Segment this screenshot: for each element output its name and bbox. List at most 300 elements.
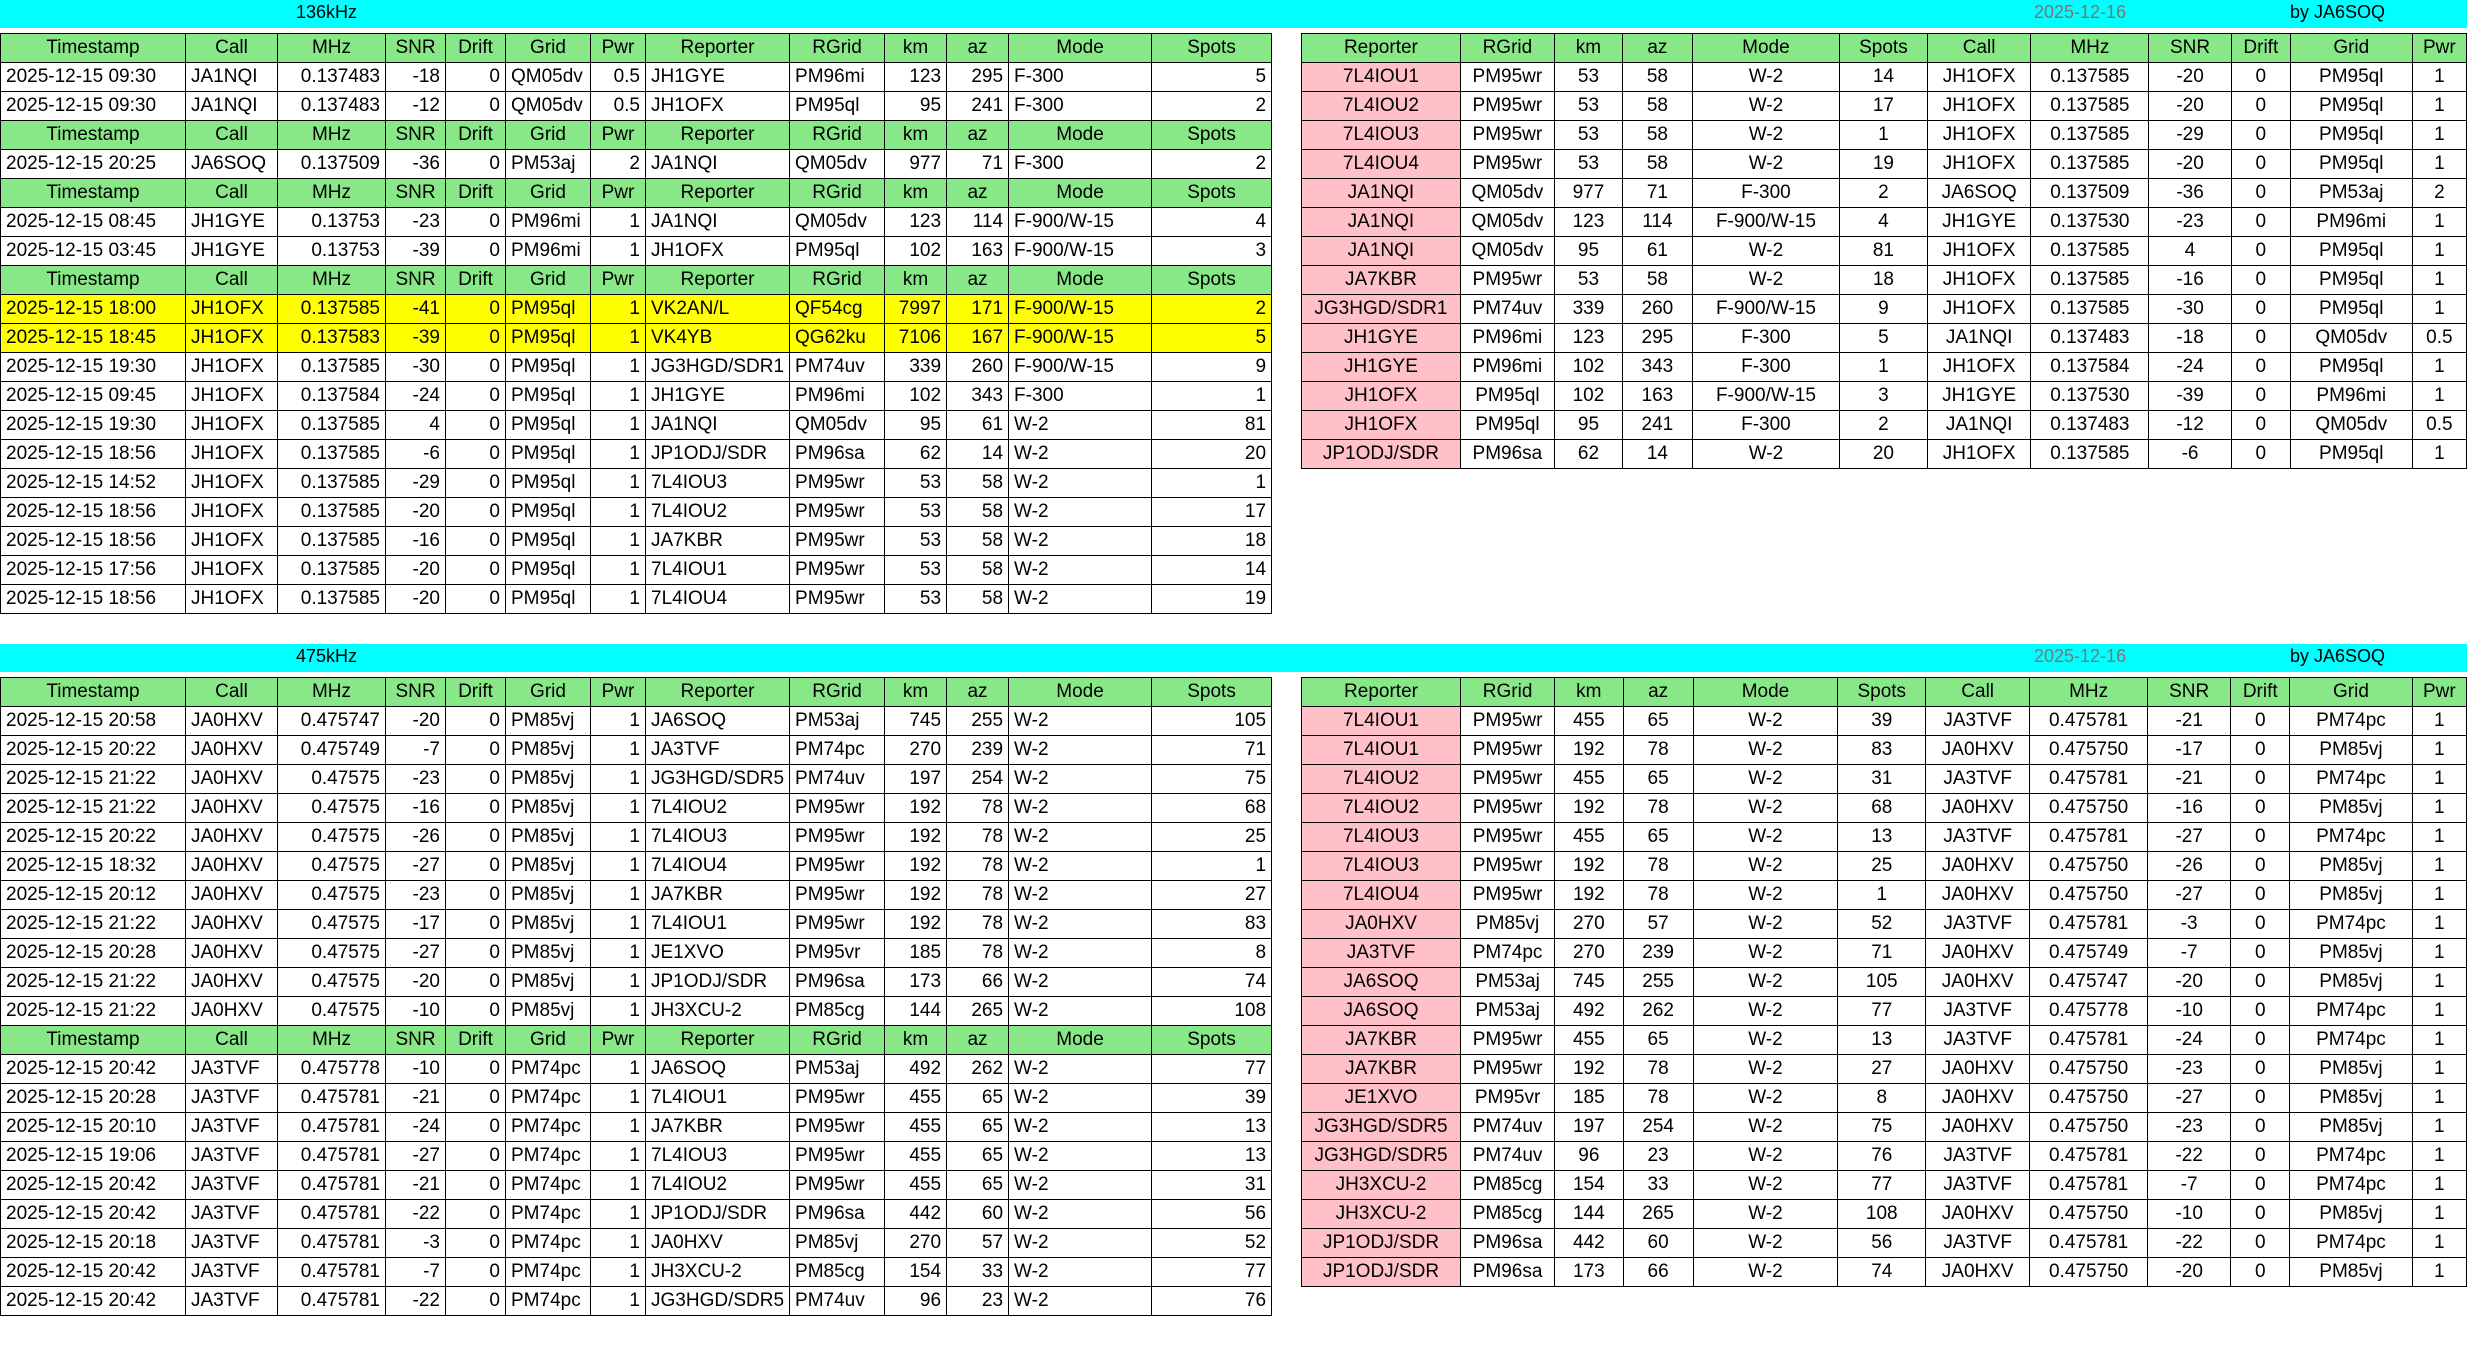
cell-spots: 9	[1840, 295, 1928, 324]
cell-mode: F-900/W-15	[1009, 353, 1152, 382]
spot-row	[1302, 1229, 2467, 1258]
cell-pwr: 1	[2412, 707, 2466, 736]
cell-reporter: JH1GYE	[646, 382, 790, 411]
cell-spots: 74	[1838, 1258, 1926, 1287]
cell-km: 192	[885, 881, 947, 910]
cell-pwr: 1	[2412, 997, 2466, 1026]
spots-by-call-475khz	[0, 677, 1272, 1316]
cell-timestamp: 2025-12-15 03:45	[1, 237, 186, 266]
cell-drift: 0	[446, 1258, 506, 1287]
cell-rgrid: PM96sa	[1460, 440, 1554, 469]
cell-az: 71	[947, 150, 1009, 179]
cell-mhz: 0.137585	[278, 295, 386, 324]
cell-mode: F-300	[1009, 150, 1152, 179]
cell-grid: PM85vj	[2290, 1258, 2412, 1287]
cell-call: JH1OFX	[186, 469, 278, 498]
cell-az: 295	[947, 63, 1009, 92]
highlighted-spot-row	[1, 324, 1272, 353]
column-header-az: az	[947, 179, 1009, 208]
cell-call: JA1NQI	[186, 63, 278, 92]
cell-pwr: 1	[2412, 150, 2466, 179]
cell-reporter: JA7KBR	[1302, 266, 1461, 295]
column-header-reporter: Reporter	[646, 266, 790, 295]
cell-km: 192	[885, 823, 947, 852]
cell-pwr: 1	[2412, 794, 2466, 823]
cell-rgrid: PM85cg	[790, 1258, 885, 1287]
column-header-km: km	[1555, 678, 1623, 707]
cell-drift: 0	[2231, 324, 2290, 353]
cell-spots: 1	[1838, 881, 1926, 910]
cell-drift: 0	[2231, 852, 2290, 881]
cell-az: 65	[947, 1142, 1009, 1171]
column-header-mhz: MHz	[2031, 34, 2149, 63]
cell-reporter: 7L4IOU3	[646, 823, 790, 852]
cell-spots: 77	[1152, 1055, 1272, 1084]
cell-rgrid: PM95wr	[1460, 266, 1554, 295]
column-header-call: Call	[1926, 678, 2030, 707]
cell-az: 343	[947, 382, 1009, 411]
cell-timestamp: 2025-12-15 21:22	[1, 910, 186, 939]
cell-reporter: JG3HGD/SDR5	[1302, 1113, 1461, 1142]
cell-spots: 31	[1838, 765, 1926, 794]
cell-pwr: 1	[591, 527, 646, 556]
cell-km: 96	[885, 1287, 947, 1316]
cell-az: 23	[1623, 1142, 1693, 1171]
column-header-call: Call	[186, 121, 278, 150]
cell-km: 270	[885, 736, 947, 765]
cell-timestamp: 2025-12-15 08:45	[1, 208, 186, 237]
column-header-mode: Mode	[1009, 121, 1152, 150]
cell-reporter: JH1GYE	[646, 63, 790, 92]
cell-pwr: 1	[2412, 121, 2466, 150]
cell-km: 123	[885, 63, 947, 92]
cell-spots: 56	[1838, 1229, 1926, 1258]
cell-pwr: 1	[591, 997, 646, 1026]
cell-spots: 4	[1840, 208, 1928, 237]
cell-km: 7106	[885, 324, 947, 353]
cell-az: 254	[947, 765, 1009, 794]
cell-rgrid: PM95wr	[790, 794, 885, 823]
cell-pwr: 1	[591, 1084, 646, 1113]
cell-reporter: JG3HGD/SDR1	[646, 353, 790, 382]
cell-az: 163	[1622, 382, 1692, 411]
cell-drift: 0	[2231, 92, 2290, 121]
cell-grid: PM95ql	[506, 440, 591, 469]
cell-mode: W-2	[1693, 1142, 1837, 1171]
cell-timestamp: 2025-12-15 18:45	[1, 324, 186, 353]
cell-grid: PM95ql	[2290, 237, 2412, 266]
cell-rgrid: PM95wr	[1461, 765, 1555, 794]
cell-spots: 83	[1152, 910, 1272, 939]
cell-spots: 74	[1152, 968, 1272, 997]
cell-grid: PM85vj	[2290, 1055, 2412, 1084]
cell-timestamp: 2025-12-15 18:56	[1, 498, 186, 527]
cell-call: JH1OFX	[186, 440, 278, 469]
cell-mode: F-900/W-15	[1692, 208, 1839, 237]
cell-drift: 0	[446, 1084, 506, 1113]
cell-pwr: 1	[2412, 295, 2466, 324]
cell-spots: 13	[1838, 823, 1926, 852]
cell-timestamp: 2025-12-15 18:56	[1, 585, 186, 614]
cell-mode: W-2	[1009, 968, 1152, 997]
cell-mode: W-2	[1693, 765, 1837, 794]
cell-km: 7997	[885, 295, 947, 324]
cell-spots: 25	[1838, 852, 1926, 881]
cell-spots: 19	[1152, 585, 1272, 614]
cell-rgrid: PM95wr	[1461, 736, 1555, 765]
cell-snr: -20	[386, 968, 446, 997]
cell-drift: 0	[2231, 411, 2290, 440]
cell-drift: 0	[2231, 1055, 2290, 1084]
cell-reporter: JH3XCU-2	[1302, 1171, 1461, 1200]
cell-call: JA0HXV	[186, 736, 278, 765]
cell-spots: 27	[1152, 881, 1272, 910]
cell-az: 60	[1623, 1229, 1693, 1258]
cell-drift: 0	[446, 765, 506, 794]
cell-az: 260	[1622, 295, 1692, 324]
cell-mode: W-2	[1692, 63, 1839, 92]
cell-drift: 0	[2231, 237, 2290, 266]
cell-az: 255	[947, 707, 1009, 736]
cell-mhz: 0.13753	[278, 208, 386, 237]
cell-km: 270	[885, 1229, 947, 1258]
cell-drift: 0	[2231, 707, 2290, 736]
cell-rgrid: QM05dv	[790, 150, 885, 179]
spot-row	[1302, 765, 2467, 794]
spot-row	[1, 707, 1272, 736]
column-header-reporter: Reporter	[1302, 678, 1461, 707]
column-header-pwr: Pwr	[591, 34, 646, 63]
cell-km: 455	[885, 1171, 947, 1200]
cell-drift: 0	[2231, 63, 2290, 92]
cell-snr: -41	[386, 295, 446, 324]
cell-mode: W-2	[1693, 881, 1837, 910]
cell-grid: PM85vj	[2290, 736, 2412, 765]
cell-spots: 1	[1840, 353, 1928, 382]
cell-grid: PM74pc	[506, 1287, 591, 1316]
cell-km: 123	[1554, 324, 1622, 353]
column-header-spots: Spots	[1152, 1026, 1272, 1055]
cell-spots: 75	[1838, 1113, 1926, 1142]
spot-row	[1, 1171, 1272, 1200]
cell-km: 192	[885, 910, 947, 939]
cell-call: JH1OFX	[186, 353, 278, 382]
cell-snr: -10	[386, 997, 446, 1026]
cell-az: 260	[947, 353, 1009, 382]
cell-grid: PM95ql	[2290, 150, 2412, 179]
cell-mode: W-2	[1692, 440, 1839, 469]
cell-pwr: 1	[2412, 852, 2466, 881]
cell-km: 95	[1554, 237, 1622, 266]
cell-spots: 105	[1838, 968, 1926, 997]
cell-rgrid: PM85vj	[1461, 910, 1555, 939]
cell-az: 58	[1622, 92, 1692, 121]
cell-rgrid: PM95ql	[790, 237, 885, 266]
cell-az: 78	[1623, 1084, 1693, 1113]
cell-snr: -27	[386, 1142, 446, 1171]
cell-drift: 0	[446, 295, 506, 324]
cell-drift: 0	[2231, 910, 2290, 939]
cell-spots: 81	[1152, 411, 1272, 440]
cell-km: 455	[885, 1142, 947, 1171]
cell-snr: -20	[2148, 1258, 2231, 1287]
cell-spots: 77	[1838, 1171, 1926, 1200]
cell-grid: PM95ql	[2290, 121, 2412, 150]
cell-call: JA3TVF	[186, 1287, 278, 1316]
cell-drift: 0	[2231, 1200, 2290, 1229]
cell-az: 33	[947, 1258, 1009, 1287]
spot-row	[1302, 1113, 2467, 1142]
cell-spots: 2	[1152, 150, 1272, 179]
cell-call: JH1OFX	[186, 382, 278, 411]
column-header-pwr: Pwr	[2412, 678, 2466, 707]
cell-mode: W-2	[1009, 585, 1152, 614]
cell-rgrid: PM95wr	[1461, 794, 1555, 823]
cell-snr: -20	[2149, 150, 2232, 179]
cell-snr: -21	[386, 1084, 446, 1113]
cell-mhz: 0.475781	[278, 1200, 386, 1229]
column-header-pwr: Pwr	[2412, 34, 2466, 63]
cell-snr: -30	[2149, 295, 2232, 324]
cell-call: JH1OFX	[186, 324, 278, 353]
cell-snr: -39	[2149, 382, 2232, 411]
cell-mode: W-2	[1693, 1200, 1837, 1229]
cell-spots: 71	[1152, 736, 1272, 765]
cell-rgrid: QM05dv	[1460, 179, 1554, 208]
spot-row	[1, 1258, 1272, 1287]
spot-row	[1302, 1084, 2467, 1113]
cell-timestamp: 2025-12-15 20:28	[1, 939, 186, 968]
cell-az: 61	[1622, 237, 1692, 266]
cell-mode: W-2	[1009, 1142, 1152, 1171]
cell-grid: PM53aj	[506, 150, 591, 179]
cell-rgrid: QM05dv	[1460, 237, 1554, 266]
cell-snr: -18	[386, 63, 446, 92]
column-header-pwr: Pwr	[591, 121, 646, 150]
cell-drift: 0	[2231, 440, 2290, 469]
cell-spots: 1	[1152, 382, 1272, 411]
cell-spots: 76	[1152, 1287, 1272, 1316]
cell-mhz: 0.475781	[278, 1142, 386, 1171]
spot-row	[1, 794, 1272, 823]
cell-timestamp: 2025-12-15 20:28	[1, 1084, 186, 1113]
cell-spots: 1	[1152, 469, 1272, 498]
table-header-row	[1302, 678, 2467, 707]
cell-call: JA3TVF	[186, 1084, 278, 1113]
column-header-az: az	[947, 1026, 1009, 1055]
cell-km: 492	[885, 1055, 947, 1084]
column-header-call: Call	[186, 678, 278, 707]
cell-drift: 0	[2231, 1171, 2290, 1200]
cell-mode: F-300	[1692, 353, 1839, 382]
cell-snr: -26	[386, 823, 446, 852]
cell-mode: W-2	[1693, 997, 1837, 1026]
column-header-mhz: MHz	[278, 121, 386, 150]
cell-grid: PM95ql	[506, 556, 591, 585]
cell-grid: PM85vj	[506, 852, 591, 881]
cell-snr: -6	[2149, 440, 2232, 469]
cell-grid: PM74pc	[506, 1084, 591, 1113]
cell-pwr: 1	[2412, 1200, 2466, 1229]
cell-mode: W-2	[1009, 939, 1152, 968]
cell-timestamp: 2025-12-15 09:30	[1, 63, 186, 92]
cell-mhz: 0.475747	[278, 707, 386, 736]
cell-az: 78	[1623, 736, 1693, 765]
cell-reporter: 7L4IOU1	[646, 556, 790, 585]
cell-reporter: 7L4IOU1	[1302, 707, 1461, 736]
cell-mhz: 0.137585	[2031, 237, 2149, 266]
cell-spots: 52	[1152, 1229, 1272, 1258]
cell-reporter: JG3HGD/SDR5	[646, 765, 790, 794]
cell-grid: PM95ql	[506, 382, 591, 411]
column-header-rgrid: RGrid	[1461, 678, 1555, 707]
spot-row	[1, 1055, 1272, 1084]
cell-call: JA3TVF	[1926, 707, 2030, 736]
cell-az: 61	[947, 411, 1009, 440]
cell-grid: PM95ql	[506, 498, 591, 527]
cell-timestamp: 2025-12-15 17:56	[1, 556, 186, 585]
cell-az: 65	[1623, 823, 1693, 852]
cell-mhz: 0.137585	[2031, 92, 2149, 121]
cell-reporter: JA1NQI	[646, 411, 790, 440]
cell-az: 65	[1623, 707, 1693, 736]
cell-mode: W-2	[1009, 1084, 1152, 1113]
cell-mhz: 0.475781	[278, 1171, 386, 1200]
cell-drift: 0	[446, 324, 506, 353]
cell-grid: PM74pc	[506, 1171, 591, 1200]
spot-row	[1, 498, 1272, 527]
spot-row	[1, 997, 1272, 1026]
cell-reporter: JG3HGD/SDR5	[646, 1287, 790, 1316]
cell-drift: 0	[2231, 266, 2290, 295]
cell-grid: PM85vj	[2290, 1113, 2412, 1142]
cell-snr: -22	[2148, 1142, 2231, 1171]
cell-snr: -23	[2148, 1113, 2231, 1142]
cell-reporter: VK4YB	[646, 324, 790, 353]
cell-grid: PM85vj	[506, 765, 591, 794]
cell-km: 102	[1554, 353, 1622, 382]
cell-rgrid: PM74uv	[1460, 295, 1554, 324]
cell-rgrid: QM05dv	[790, 411, 885, 440]
cell-pwr: 1	[591, 939, 646, 968]
column-header-mode: Mode	[1693, 678, 1837, 707]
cell-km: 53	[1554, 63, 1622, 92]
table-header-row	[1, 34, 1272, 63]
cell-km: 123	[1554, 208, 1622, 237]
cell-az: 114	[947, 208, 1009, 237]
column-header-drift: Drift	[446, 121, 506, 150]
cell-km: 197	[1555, 1113, 1623, 1142]
cell-mhz: 0.137585	[278, 585, 386, 614]
cell-drift: 0	[446, 1200, 506, 1229]
cell-rgrid: PM53aj	[1461, 968, 1555, 997]
cell-snr: -22	[386, 1200, 446, 1229]
cell-km: 53	[885, 498, 947, 527]
cell-pwr: 1	[2412, 736, 2466, 765]
cell-rgrid: PM96sa	[1461, 1258, 1555, 1287]
cell-km: 53	[885, 527, 947, 556]
cell-rgrid: PM95wr	[1461, 1026, 1555, 1055]
cell-pwr: 1	[591, 910, 646, 939]
cell-snr: -27	[386, 939, 446, 968]
cell-call: JA0HXV	[186, 823, 278, 852]
cell-mode: F-300	[1009, 63, 1152, 92]
column-header-reporter: Reporter	[646, 1026, 790, 1055]
cell-rgrid: PM53aj	[790, 707, 885, 736]
cell-mhz: 0.137509	[2031, 179, 2149, 208]
column-header-rgrid: RGrid	[790, 678, 885, 707]
cell-mhz: 0.47575	[278, 823, 386, 852]
cell-timestamp: 2025-12-15 20:42	[1, 1200, 186, 1229]
cell-grid: PM95ql	[506, 324, 591, 353]
cell-call: JH1OFX	[186, 295, 278, 324]
cell-pwr: 1	[591, 353, 646, 382]
cell-mhz: 0.475781	[278, 1258, 386, 1287]
column-header-rgrid: RGrid	[790, 121, 885, 150]
cell-mhz: 0.137583	[278, 324, 386, 353]
cell-rgrid: PM95wr	[790, 852, 885, 881]
spot-row	[1, 1287, 1272, 1316]
cell-mhz: 0.137585	[2031, 63, 2149, 92]
cell-km: 144	[885, 997, 947, 1026]
cell-az: 60	[947, 1200, 1009, 1229]
cell-rgrid: PM95wr	[790, 556, 885, 585]
cell-call: JA3TVF	[186, 1055, 278, 1084]
cell-spots: 68	[1838, 794, 1926, 823]
cell-km: 62	[1554, 440, 1622, 469]
cell-reporter: JE1XVO	[646, 939, 790, 968]
table-header-row	[1, 179, 1272, 208]
cell-km: 102	[885, 382, 947, 411]
cell-snr: -36	[386, 150, 446, 179]
cell-km: 154	[1555, 1171, 1623, 1200]
cell-grid: PM95ql	[2290, 266, 2412, 295]
cell-mhz: 0.475750	[2030, 1200, 2148, 1229]
cell-mode: F-300	[1692, 179, 1839, 208]
cell-rgrid: PM95vr	[1461, 1084, 1555, 1113]
cell-km: 185	[1555, 1084, 1623, 1113]
spot-row	[1302, 324, 2467, 353]
cell-snr: 4	[386, 411, 446, 440]
band-label-136khz: 136kHz	[296, 2, 358, 22]
cell-pwr: 1	[2412, 910, 2466, 939]
cell-rgrid: PM53aj	[1461, 997, 1555, 1026]
column-header-spots: Spots	[1152, 121, 1272, 150]
cell-km: 53	[1554, 121, 1622, 150]
cell-grid: PM95ql	[506, 411, 591, 440]
cell-mode: W-2	[1009, 997, 1152, 1026]
cell-snr: -39	[386, 237, 446, 266]
cell-mhz: 0.475781	[2030, 910, 2148, 939]
cell-mhz: 0.47575	[278, 968, 386, 997]
cell-call: JH1OFX	[186, 556, 278, 585]
cell-spots: 83	[1838, 736, 1926, 765]
cell-call: JH1OFX	[1927, 92, 2031, 121]
cell-drift: 0	[446, 1113, 506, 1142]
column-header-mhz: MHz	[278, 34, 386, 63]
cell-snr: -30	[386, 353, 446, 382]
spot-row	[1, 150, 1272, 179]
spot-row	[1, 382, 1272, 411]
cell-drift: 0	[446, 382, 506, 411]
cell-call: JA3TVF	[186, 1258, 278, 1287]
cell-spots: 108	[1152, 997, 1272, 1026]
cell-timestamp: 2025-12-15 19:30	[1, 411, 186, 440]
cell-call: JA3TVF	[186, 1200, 278, 1229]
cell-pwr: 1	[2412, 1055, 2466, 1084]
cell-mode: W-2	[1009, 1113, 1152, 1142]
spot-row	[1302, 150, 2467, 179]
